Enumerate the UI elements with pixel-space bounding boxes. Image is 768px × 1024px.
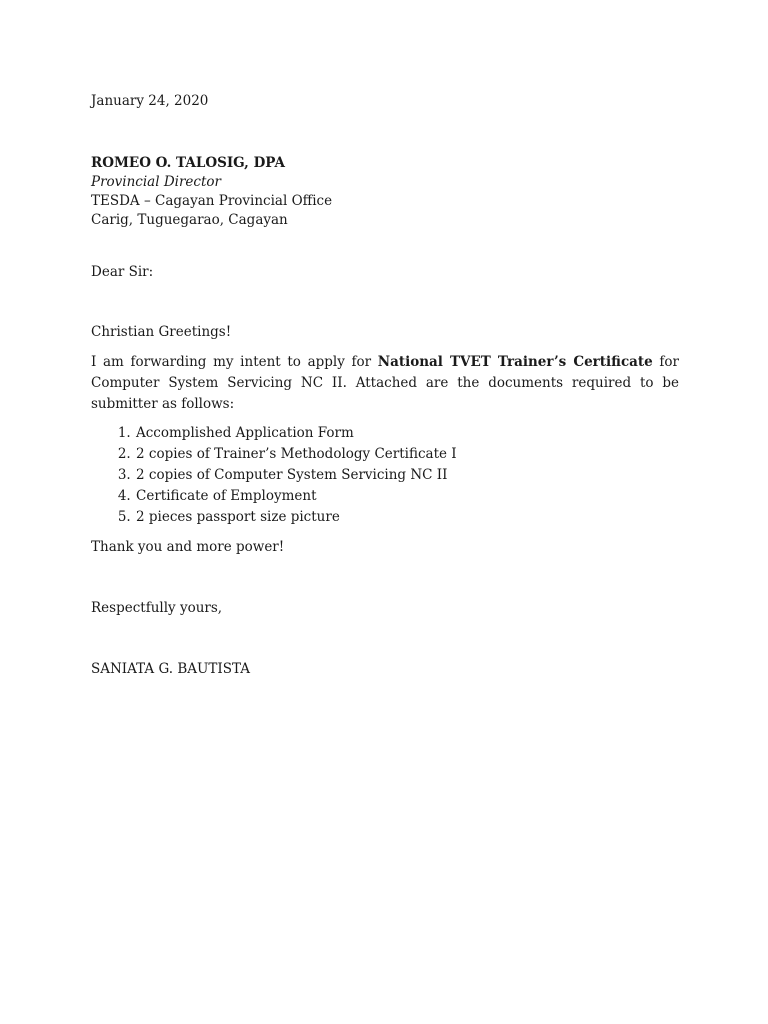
recipient-address: Carig, Tuguegarao, Cagayan	[91, 212, 288, 228]
recipient-block	[91, 154, 679, 230]
certificate-name: National TVET Trainer’s Certificate	[377, 354, 653, 370]
signature-name: SANIATA G. BAUTISTA	[91, 661, 250, 677]
requirements-list	[91, 423, 679, 528]
recipient-title: Provincial Director	[91, 174, 221, 190]
closing-line: Respectfully yours,	[91, 600, 223, 616]
list-item: 1. Accomplished Application Form	[135, 423, 679, 444]
letter-date: January 24, 2020	[91, 93, 209, 109]
greeting: Christian Greetings!	[91, 324, 232, 340]
list-item: 3. 2 copies of Computer System Servicing NC II	[135, 465, 679, 486]
letter-body	[91, 92, 679, 679]
list-item: 5. 2 pieces passport size picture	[135, 507, 679, 528]
thanks-line: Thank you and more power!	[91, 539, 285, 555]
body-paragraph	[91, 352, 679, 415]
body-intro: I am forwarding my intent to apply for	[91, 354, 378, 370]
recipient-office: TESDA – Cagayan Provincial Office	[91, 193, 333, 209]
body-rest: for Computer System Servicing NC II. Attached are the documents required to be submitter as follows:	[91, 354, 680, 412]
list-item: 4. Certificate of Employment	[135, 486, 679, 507]
salutation: Dear Sir:	[91, 264, 154, 280]
recipient-name: ROMEO O. TALOSIG, DPA	[91, 155, 285, 171]
list-item: 2. 2 copies of Trainer’s Methodology Certificate I	[135, 444, 679, 465]
